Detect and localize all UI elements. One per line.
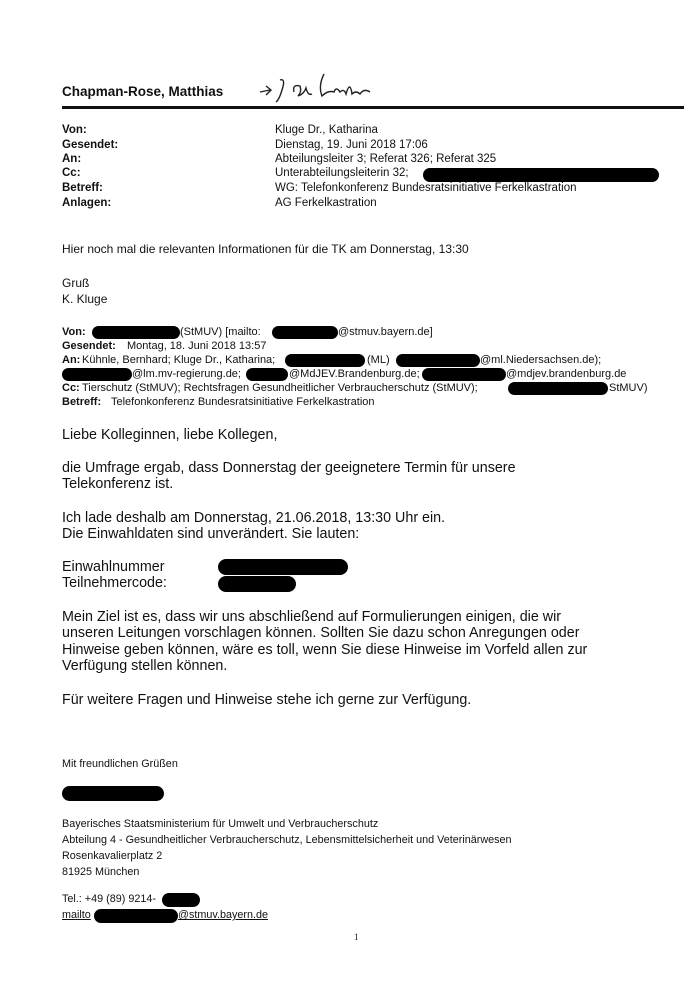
fwd-from-label: Von:: [62, 326, 86, 338]
street: Rosenkavalierplatz 2: [62, 850, 163, 862]
paragraph-3-line-3: Hinweise geben können, wäre es toll, wenn Sie diese Hinweise im Vorfeld allen zur: [62, 642, 588, 658]
fwd-sent-label: Gesendet:: [62, 340, 116, 352]
redaction: [162, 893, 200, 907]
cc-label: Cc:: [62, 167, 81, 179]
fwd-to-b: (ML): [367, 354, 390, 366]
participant-code-label: Teilnehmercode:: [62, 575, 167, 591]
paragraph-2-line-2: Die Einwahldaten sind unverändert. Sie lauten:: [62, 526, 360, 542]
header-rule: [62, 106, 684, 109]
greeting-name: K. Kluge: [62, 292, 108, 306]
redaction: [246, 368, 288, 381]
paragraph-4: Für weitere Fragen und Hinweise stehe ich gerne zur Verfügung.: [62, 692, 472, 708]
dial-in-label: Einwahlnummer: [62, 559, 165, 575]
page-number: 1: [354, 932, 359, 942]
fwd-subject-label: Betreff:: [62, 396, 102, 408]
fwd-to-c: @ml.Niedersachsen.de);: [480, 354, 602, 366]
paragraph-3-line-4: Verfügung stellen können.: [62, 658, 228, 674]
paragraph-1-line-1: die Umfrage ergab, dass Donnerstag der geeignetere Termin für unsere: [62, 460, 516, 476]
fwd-subject-value: Telefonkonferenz Bundesratsinitiative Ferkelkastration: [111, 396, 375, 408]
redaction: [62, 786, 164, 801]
redaction: [62, 368, 132, 381]
redaction: [396, 354, 480, 367]
fwd-cc-b: StMUV): [609, 382, 648, 394]
to-value: Abteilungsleiter 3; Referat 326; Referat 325: [275, 153, 497, 165]
sent-label: Gesendet:: [62, 139, 119, 151]
fwd-to2-a: @lm.mv-regierung.de;: [132, 368, 241, 380]
fwd-sent-value: Montag, 18. Juni 2018 13:57: [127, 340, 267, 352]
sender-name: Chapman-Rose, Matthias: [62, 84, 224, 99]
paragraph-1-line-2: Telekonferenz ist.: [62, 476, 174, 492]
to-label: An:: [62, 153, 82, 165]
redaction: [272, 326, 338, 339]
attachments-value: AG Ferkelkastration: [275, 197, 377, 209]
phone: Tel.: +49 (89) 9214-: [62, 893, 156, 905]
closing: Mit freundlichen Grüßen: [62, 758, 178, 770]
greeting: Gruß: [62, 276, 90, 290]
paragraph-3-line-1: Mein Ziel ist es, dass wir uns abschließend auf Formulierungen einigen, die wir: [62, 609, 562, 625]
cc-value: Unterabteilungsleiterin 32;: [275, 167, 409, 179]
fwd-cc-label: Cc:: [62, 382, 80, 394]
city: 81925 München: [62, 866, 140, 878]
subject-label: Betreff:: [62, 182, 103, 194]
sent-value: Dienstag, 19. Juni 2018 17:06: [275, 139, 428, 151]
from-label: Von:: [62, 124, 87, 136]
from-value: Kluge Dr., Katharina: [275, 124, 378, 136]
redaction: [218, 576, 296, 592]
fwd-from-b: @stmuv.bayern.de]: [338, 326, 433, 338]
redaction: [508, 382, 608, 395]
email-link-a[interactable]: mailto: [62, 909, 91, 921]
fwd-to-label: An:: [62, 354, 81, 366]
handwritten-note: [258, 70, 378, 106]
fwd-to-a: Kühnle, Bernhard; Kluge Dr., Katharina;: [82, 354, 276, 366]
org-line-1: Bayerisches Staatsministerium für Umwelt und Verbraucherschutz: [62, 818, 379, 830]
fwd-cc-value: Tierschutz (StMUV); Rechtsfragen Gesundheitlicher Verbraucherschutz (StMUV);: [82, 382, 478, 394]
redaction: [285, 354, 365, 367]
fwd-to2-c: @mdjev.brandenburg.de: [506, 368, 627, 380]
paragraph-2-line-1: Ich lade deshalb am Donnerstag, 21.06.2018, 13:30 Uhr ein.: [62, 510, 446, 526]
subject-value: WG: Telefonkonferenz Bundesratsinitiative Ferkelkastration: [275, 182, 577, 194]
redaction: [94, 909, 178, 923]
org-line-2: Abteilung 4 - Gesundheitlicher Verbraucherschutz, Lebensmittelsicherheit und Veterinärwesen: [62, 834, 512, 846]
paragraph-3-line-2: unseren Leitungen vorschlagen können. Sollten Sie dazu schon Anregungen oder: [62, 625, 580, 641]
redaction: [218, 559, 348, 575]
redaction: [422, 368, 506, 381]
email-link-b[interactable]: @stmuv.bayern.de: [178, 909, 268, 921]
fwd-to2-b: @MdJEV.Brandenburg.de;: [289, 368, 420, 380]
attachments-label: Anlagen:: [62, 197, 112, 209]
salutation: Liebe Kolleginnen, liebe Kollegen,: [62, 427, 278, 443]
fwd-from-a: (StMUV) [mailto:: [180, 326, 261, 338]
intro-text: Hier noch mal die relevanten Informationen für die TK am Donnerstag, 13:30: [62, 242, 469, 256]
redaction: [423, 168, 659, 182]
redaction: [92, 326, 180, 339]
